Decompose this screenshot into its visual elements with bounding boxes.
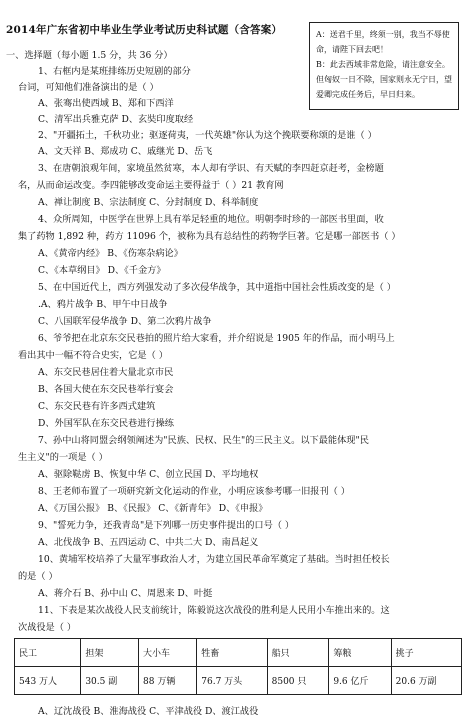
- question-line: A、禅让制度 B、宗法制度 C、分封制度 D、科举制度: [38, 197, 259, 208]
- question-line: 6、爷爷把在北京东交民巷拍的照片给大家看，并介绍说是 1905 年的作品，而小明马上: [38, 333, 395, 344]
- table-header-cell: 担架: [81, 639, 139, 667]
- question-line: A、文天祥 B、郑成功 C、戚继光 D、岳飞: [38, 146, 213, 157]
- question-line: 的是（ ）: [18, 571, 58, 582]
- support-table: [14, 638, 462, 695]
- question-11-options: A、辽沈战役 B、淮海战役 C、平津战役 D、渡江战役: [38, 706, 259, 717]
- table-header-cell: 大小车: [139, 639, 197, 667]
- table-header-cell: 牲畜: [197, 639, 267, 667]
- table-header-cell: 民工: [15, 639, 81, 667]
- question-line: 10、黄埔军校培养了大量军事政治人才，为建立国民革命军奠定了基础。当时担任校长: [38, 554, 390, 565]
- dialogue-b: B：此去西域非常危险，请注意安全。但匈奴一日不除，国家则永无宁日，望爱卿完成任务后，早日归来。: [316, 60, 452, 99]
- question-line: 11、下表是某次战役人民支前统计，陈毅说这次战役的胜利是人民用小车推出来的。这: [38, 605, 390, 616]
- table-cell: 543 万人: [15, 667, 81, 695]
- question-line: 次战役是（ ）: [18, 622, 77, 633]
- question-line: .A、鸦片战争 B、甲午中日战争: [38, 299, 168, 310]
- question-line: A、北伐战争 B、五四运动 C、中共二大 D、南昌起义: [38, 537, 259, 548]
- question-line: 3、在唐朝浪观年间，家境虽然贫寒，本人却有学识、有天赋的李四赶京赶考，金榜题: [38, 163, 384, 174]
- question-line: 一、选择题（每小题 1.5 分，共 36 分）: [6, 50, 173, 61]
- table-header-cell: 船只: [267, 639, 329, 667]
- dialogue-a: A：送君千里，终须一别，我当不辱使命，请陛下回去吧！: [316, 30, 450, 54]
- question-line: 1、右框内是某班排练历史短剧的部分: [38, 66, 191, 77]
- question-line: 生主义"的一项是（ ）: [18, 452, 108, 463]
- question-line: D、外国军队在东交民巷进行操练: [38, 418, 174, 429]
- table-cell: 20.6 万副: [391, 667, 461, 695]
- question-line: 集了药物 1,892 种，药方 11096 个，被称为具有总结性的药物学巨著。它是哪一部医书（ ）: [18, 231, 401, 242]
- page-title: 2014年广东省初中毕业生学业考试历史科试题（含答案）: [6, 24, 283, 36]
- question-line: 5、在中国近代上，西方列强发动了多次侵华战争，其中道指中国社会性质改变的是（ ）: [38, 282, 396, 293]
- question-line: C、八国联军侵华战争 D、第二次鸦片战争: [38, 316, 212, 327]
- question-line: A、蒋介石 B、孙中山 C、周恩来 D、叶挺: [38, 588, 213, 599]
- question-line: 9、"誓死力争，还我青岛"是下列哪一历史事件提出的口号（ ）: [38, 520, 295, 531]
- question-line: 7、孙中山将同盟会纲领阐述为"民族、民权、民生"的三民主义。以下最能体现"民: [38, 435, 369, 446]
- table-cell: 76.7 万头: [197, 667, 267, 695]
- table-header-cell: 筹粮: [329, 639, 391, 667]
- question-line: 8、王老师布置了一项研究新文化运动的作业，小明应该参考哪一旧报刊（ ）: [38, 486, 350, 497]
- table-header-cell: 挑子: [391, 639, 461, 667]
- table-cell: 9.6 亿斤: [329, 667, 391, 695]
- question-line: A、东交民巷居住着大量北京市民: [38, 367, 174, 378]
- table-cell: 30.5 副: [81, 667, 139, 695]
- question-line: A、驱除鞑虏 B、恢复中华 C、创立民国 D、平均地权: [38, 469, 259, 480]
- table-cell: 8500 只: [267, 667, 329, 695]
- question-line: A、《黄帝内经》 B、《伤寒杂病论》: [38, 248, 183, 259]
- question-line: B、各国大使在东交民巷举行宴会: [38, 384, 174, 395]
- question-line: 2、"开疆拓土，千秋功业；驱逐荷夷，一代英雄"你认为这个挽联要称颂的是谁（ ）: [38, 130, 377, 141]
- table-header-row: [15, 639, 462, 667]
- question-line: 台词，可知他们准备演出的是（ ）: [18, 82, 159, 93]
- question-line: C、《本草纲目》 D、《千金方》: [38, 265, 166, 276]
- question-line: A、张骞出使西域 B、郑和下西洋: [38, 98, 174, 109]
- question-line: 名，从而命运改变。李四能够改变命运主要得益于（ ）21 教育网: [18, 180, 284, 191]
- question-line: A、《万国公报》 B、《民报》 C、《新青年》 D、《申报》: [38, 503, 268, 514]
- question-line: 看出其中一幅不符合史实，它是（ ）: [18, 350, 168, 361]
- table-cell: 88 万辆: [139, 667, 197, 695]
- question-line: C、清军出兵雅克萨 D、玄奘印度取经: [38, 114, 194, 125]
- question-line: C、东交民巷有许多西式建筑: [38, 401, 156, 412]
- dialogue-box: [309, 22, 459, 110]
- table-row: [15, 667, 462, 695]
- question-line: 4、众所周知，中医学在世界上具有举足轻重的地位。明朝李时珍的一部医书里面，收: [38, 214, 384, 225]
